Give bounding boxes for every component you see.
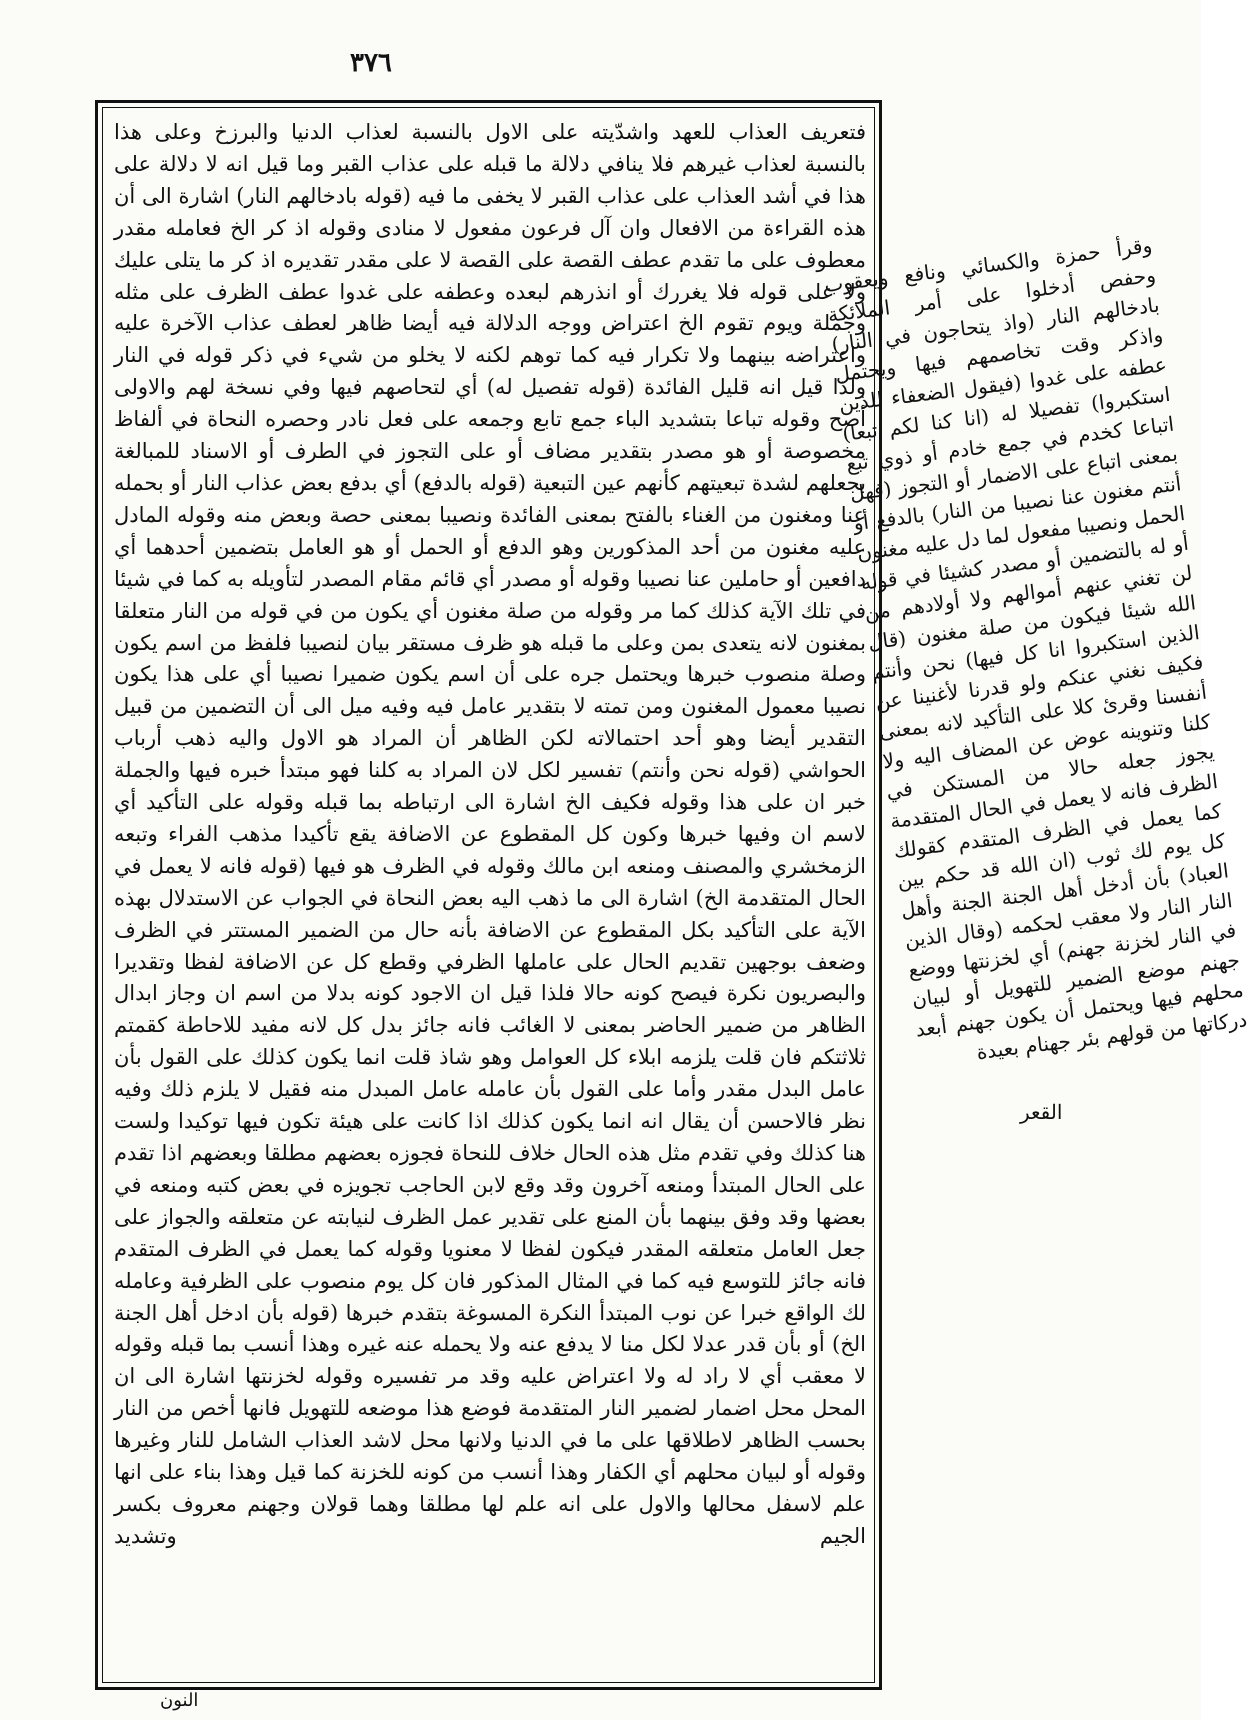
commentary-text <box>114 117 866 1677</box>
commentary-paragraph: فتعريف العذاب للعهد واشدّيته على الاول بالنسبة لعذاب الدنيا والبرزخ وعلى هذا بالنسبة لعذاب غيرهم فلا ينافي دلالة ما قبله على عذاب القبر وما قيل انه لا دلالة على هذا في أشد العذاب على عذاب القبر لا يخفى ما فيه (قوله بادخالهم النار) اشارة الى أن هذه القراءة من الافعال وان آل فرعون مفعول لا منادى وقوله اذ كر الخ فعامله مقدر معطوف على ما تقدم عطف القصة على القصة لا على مقدر تقديره اذ كر ما يتلى عليك ولا على قوله فلا يغررك أو انذرهم لبعده وعطفه على غدوا عطف الظرف على مثله وجملة ويوم تقوم الخ اعتراض ووجه الدلالة فيه أيضا ظاهر لعطف عذاب الآخرة عليه واعتراضه بينهما ولا تكرار فيه كما توهم لكنه لا يخلو من شيء في ذكر قوله في النار ولذا قيل انه قليل الفائدة (قوله تفصيل له) أي لتحاصهم فيها وفي نسخة لهم والاولى أصح وقوله تباعا بتشديد الباء جمع تابع وجمعه على فعل نادر وحصره النحاة في ألفاظ مخصوصة أو هو مصدر بتقدير مضاف أو على التجوز في الطرف أو الاسناد للمبالغة بجعلهم لشدة تبعيتهم كأنهم عين التبعية (قوله بالدفع) أي بدفع بعض عذاب النار أو بحمله عنا ومغنون من الغناء بالفتح بمعنى الفائدة ونصيبا بمعنى حصة وبعض منه وقوله المادل عليه مغنون من أحد المذكورين وهو الدفع أو الحمل أو هو العامل بتضمين أحدهما أي دافعين أو حاملين عنا نصيبا وقوله أو مصدر أي قائم مقام المصدر لتأويله به كما في شيئا في تلك الآية كذلك كما مر وقوله من صلة مغنون أي يكون من في قوله من النار متعلقا بمغنون لانه يتعدى بمن وعلى ما قبله هو ظرف مستقر بيان لنصيبا فلفظ من اسم يكون وصلة منصوب خبرها ويحتمل جره على أن اسم يكون ضميرا نصيبا أي على هذا يكون نصيبا معمول المغنون ومن تمته لا بتقدير عامل فيه وفيه ميل الى أن التضمين من قبيل التقدير أيضا وهو أحد احتمالاته لكن الظاهر أن المراد هو الاول واليه ذهب أرباب الحواشي (قوله نحن وأنتم) تفسير لكل لان المراد به كلنا فهو مبتدأ خبره فيها والجملة خبر ان على هذا وقوله فكيف الخ اشارة الى ارتباطه بما قبله وقوله على التأكيد أي لاسم ان وفيها خبرها وكون كل المقطوع عن الاضافة يقع تأكيدا مذهب الفراء وتبعه الزمخشري والمصنف ومنعه ابن مالك وقوله في الظرف هو فيها (قوله فانه لا يعمل في الحال المتقدمة الخ) اشارة الى ما ذهب اليه بعض النحاة في الجواب عن الاستدلال بهذه الآية على التأكيد بكل المقطوع عن الاضافة بأنه حال من الضمير المستتر في الظرف وضعف بوجهين تقديم الحال على عاملها الظرفي وقطع كل عن الاضافة لفظا وتقديرا والبصريون نكرة فيصح كونه حالا فلذا قيل ان الاجود كونه بدلا من اسم ان وجاز ابدال الظاهر من ضمير الحاضر بمعنى لا الغائب فانه جائز بدل كل لانه مفيد للاحاطة كقمتم ثلاثتكم فان قلت يلزمه ابلاء كل العوامل وهو شاذ قلت انما يكون كذلك على القول بأن عامل البدل مقدر وأما على القول بأن عامله عامل المبدل منه فقيل لا يلزم ذلك وفيه نظر فالاحسن أن يقال انه انما يكون كذلك اذا كانت على هيئة تكون فيها توكيدا ولست هنا كذلك وفي تقدم مثل هذه الحال خلاف للنحاة فجوزه بعضهم مطلقا وبعضهم اذا تقدم على الحال المبتدأ ومنعه آخرون وقد وقع لابن الحاجب تجويزه في بعض كتبه ومنعه في بعضها وقد وفق بينهما بأن المنع على تقدير عمل الظرف لنيابته عن متعلقه والجواز على جعل العامل متعلقه المقدر فيكون لفظا لا معنويا وقوله كما يعمل في الظرف المتقدم فانه جائز للتوسع فيه كما في المثال المذكور فان كل يوم منصوب على الظرفية وعامله لك الواقع خبرا عن نوب المبتدأ النكرة المسوغة بتقدم خبرها (قوله بأن ادخل أهل الجنة الخ) أو بأن قدر عدلا لكل منا لا يدفع عنه ولا يحمله عنه غيره وهذا أنسب بما قبله وقوله لا معقب أي لا راد له ولا اعتراض عليه وقد مر تفسيره وقوله لخزنتها اشارة الى ان المحل محل اضمار لضمير النار المتقدمة فوضع هذا موضعه للتهويل فانها أخص من النار بحسب الظاهر لاطلاقها على ما في الدنيا ولانها محل لاشد العذاب الشامل للنار وغيرها وقوله أو لبيان محلهم أي الكفار وهذا أنسب من كونه للخزنة كما قيل وهذا بناء على انها علم لاسفل محالها والاول على انه علم لها مطلقا وهما قولان وجهنم معروف بكسر الجيم وتشديد <box>114 120 867 1548</box>
margin-note-paragraph: وقرأ حمزة والكسائي ونافع ويعقوب وحفص أدخلوا على أمر الملائكة بادخالهم النار (واذ يتحاجون في النار) واذكر وقت تخاصمهم فيها ويحتمل عطفه على غدوا (فيقول الضعفاء للذين استكبروا) تفصيلا له (انا كنا لكم تبعا) اتباعا كخدم في جمع خادم أو ذوي تبع بمعنى اتباع على الاضمار أو التجوز (فهل أنتم مغنون عنا نصيبا من النار) بالدفع أو الحمل ونصيبا مفعول لما دل عليه مغنون أو له بالتضمين أو مصدر كشيئا في قوله لن تغني عنهم أموالهم ولا أولادهم من الله شيئا فيكون من صلة مغنون (قال الذين استكبروا انا كل فيها) نحن وأنتم فكيف نغني عنكم ولو قدرنا لأغنينا عن أنفسنا وقرئ كلا على التأكيد لانه بمعنى كلنا وتنوينه عوض عن المضاف اليه ولا يجوز جعله حالا من المستكن في الظرف فانه لا يعمل في الحال المتقدمة كما يعمل في الظرف المتقدم كقولك كل يوم لك ثوب (ان الله قد حكم بين العباد) بأن أدخل أهل الجنة الجنة وأهل النار النار ولا معقب لحكمه (وقال الذين في النار لخزنة جهنم) أي لخزنتها ووضع جهنم موضع الضمير للتهويل أو لبيان محلهم فيها ويحتمل أن يكون جهنم أبعد دركاتها من قولهم بئر جهنام بعيدة <box>822 232 1249 1065</box>
margin-note <box>822 230 1248 1074</box>
catchword: النون <box>160 1690 199 1711</box>
main-text-frame <box>95 100 882 1690</box>
margin-note-last-word: القعر <box>1020 1100 1063 1124</box>
page-number: ٣٧٦ <box>350 48 392 78</box>
